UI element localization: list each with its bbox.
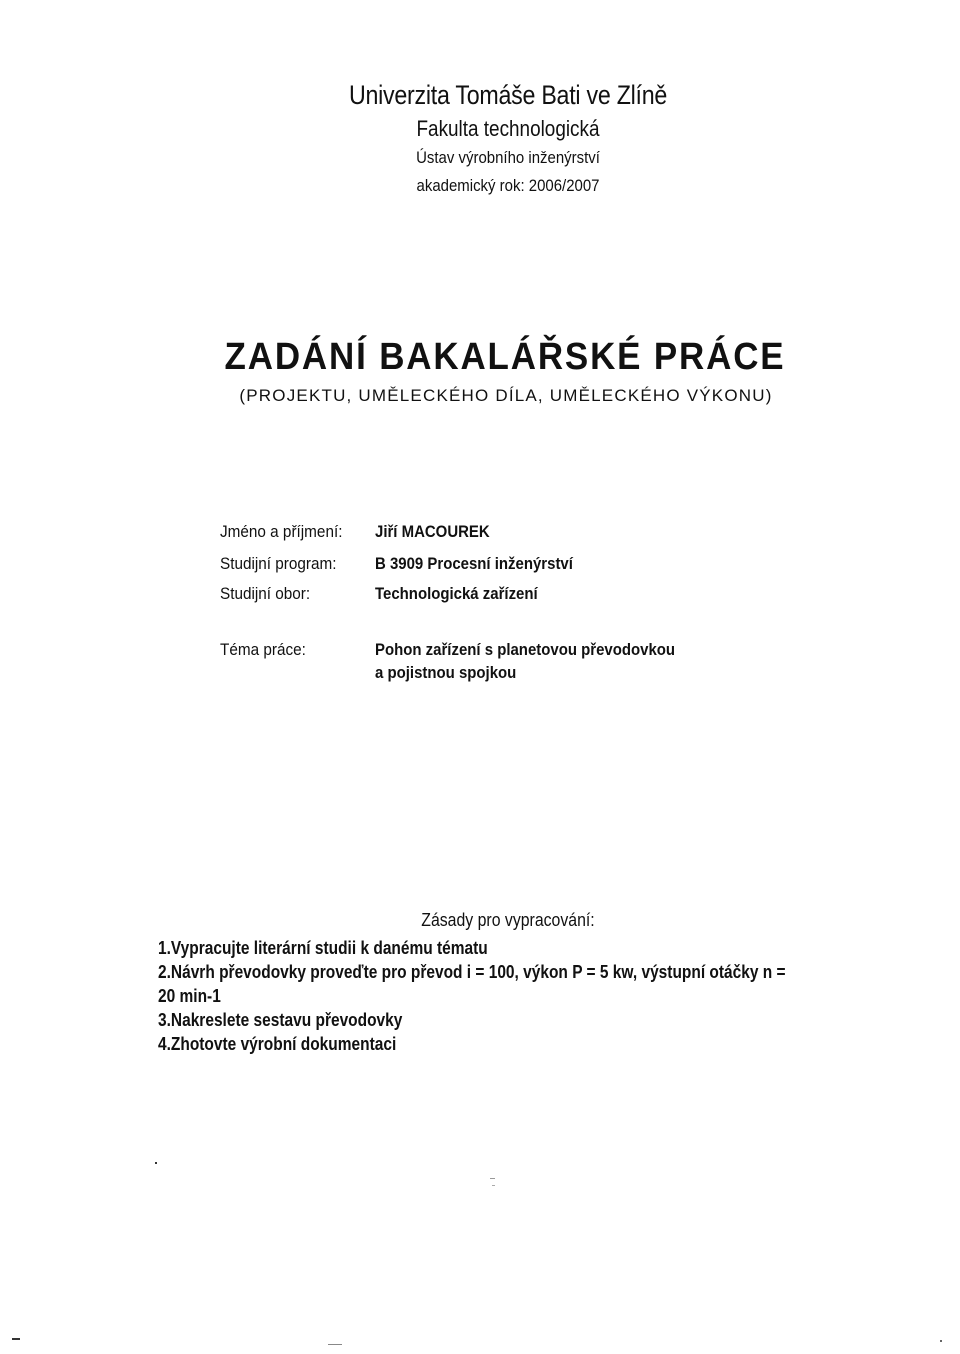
scan-speck — [492, 1185, 495, 1186]
student-name-label: Jméno a příjmení: — [220, 522, 343, 541]
student-name-value: Jiří MACOUREK — [375, 522, 490, 541]
university-name: Univerzita Tomáše Bati ve Zlíně — [348, 80, 668, 110]
principle-item-1: 1.Vypracujte literární studii k danému tématu — [158, 938, 488, 958]
academic-year: akademický rok: 2006/2007 — [416, 176, 600, 195]
study-field-label: Studijní obor: — [220, 584, 311, 603]
scan-speck — [940, 1340, 942, 1342]
topic-line-1: Pohon zařízení s planetovou převodovkou — [375, 640, 676, 659]
topic-line-2: a pojistnou spojkou — [375, 663, 517, 682]
principle-item-3: 3.Nakreslete sestavu převodovky — [158, 1010, 403, 1030]
institute-name: Ústav výrobního inženýrství — [416, 148, 600, 167]
scan-speck — [155, 1162, 157, 1164]
study-program-value: B 3909 Procesní inženýrství — [375, 554, 573, 573]
study-program-label: Studijní program: — [220, 554, 337, 573]
principle-item-2: 2.Návrh převodovky proveďte pro převod i = 100, výkon P = 5 kw, výstupní otáčky n = — [158, 962, 786, 982]
principle-item-4: 4.Zhotovte výrobní dokumentaci — [158, 1034, 397, 1054]
scan-speck — [328, 1344, 342, 1345]
study-field-value: Technologická zařízení — [375, 584, 538, 603]
faculty-name: Fakulta technologická — [416, 116, 600, 141]
scan-edge-mark — [12, 1338, 20, 1340]
topic-label: Téma práce: — [220, 640, 306, 659]
scan-speck — [490, 1178, 495, 1179]
principles-heading: Zásady pro vypracování: — [421, 910, 595, 930]
document-subtitle: (PROJEKTU, UMĚLECKÉHO DÍLA, UMĚLECKÉHO VÝKONU) — [239, 386, 773, 405]
document-title: ZADÁNÍ BAKALÁŘSKÉ PRÁCE — [224, 336, 786, 378]
principle-item-2-cont: 20 min-1 — [158, 986, 221, 1006]
